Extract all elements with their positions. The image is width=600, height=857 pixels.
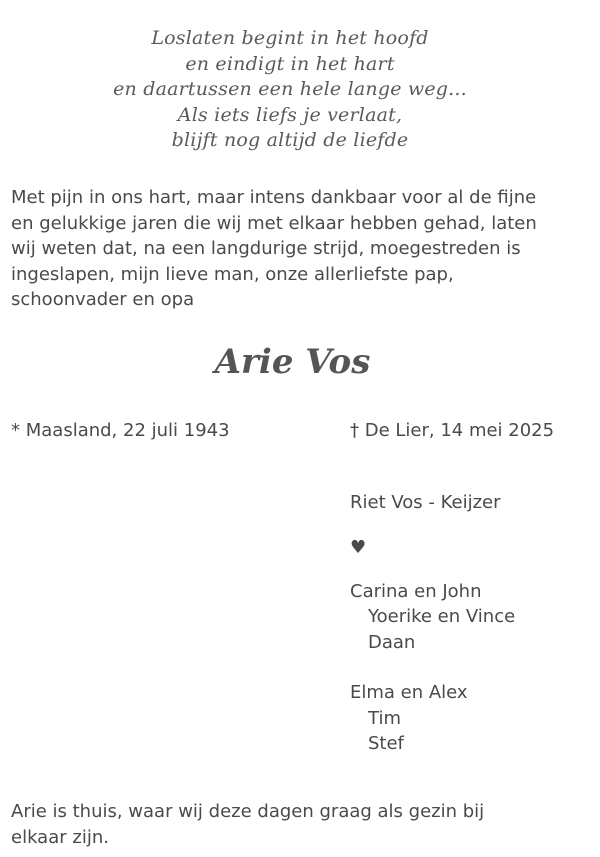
poem-line: en eindigt in het hart	[185, 52, 395, 75]
family-parents: Carina en John	[350, 580, 482, 602]
family-child: Tim	[368, 707, 401, 729]
poem	[0, 26, 580, 154]
family-child: Yoerike en Vince	[368, 606, 516, 627]
closing-text	[11, 799, 591, 850]
closing-line: elkaar zijn.	[11, 826, 109, 848]
family-list	[350, 490, 515, 757]
spouse-name: Riet Vos - Keijzer	[350, 492, 501, 513]
announcement-text	[11, 185, 591, 313]
family-child: Daan	[368, 631, 416, 653]
announcement-line: ingeslapen, mijn lieve man, onze allerliefste pap,	[11, 263, 454, 285]
announcement-line: wij weten dat, na een langdurige strijd, moegestreden is	[11, 238, 521, 259]
family-child: Stef	[368, 733, 404, 754]
heart-icon: ♥	[350, 536, 367, 558]
death-info: † De Lier, 14 mei 2025	[350, 420, 555, 441]
announcement-line: en gelukkige jaren die wij met elkaar hebben gehad, laten	[11, 212, 537, 234]
poem-line: en daartussen een hele lange weg...	[113, 78, 467, 100]
announcement-line: schoonvader en opa	[11, 289, 195, 310]
family-parents: Elma en Alex	[350, 682, 468, 703]
poem-line: Loslaten begint in het hoofd	[151, 27, 429, 49]
poem-line: blijft nog altijd de liefde	[171, 129, 409, 151]
announcement-line: Met pijn in ons hart, maar intens dankbaar voor al de fijne	[11, 187, 537, 208]
birth-info: * Maasland, 22 juli 1943	[11, 420, 230, 441]
deceased-name: Arie Vos	[214, 342, 371, 382]
poem-line: Als iets liefs je verlaat,	[177, 103, 403, 126]
group-spacer	[350, 655, 515, 680]
closing-line: Arie is thuis, waar wij deze dagen graag als gezin bij	[11, 801, 485, 822]
